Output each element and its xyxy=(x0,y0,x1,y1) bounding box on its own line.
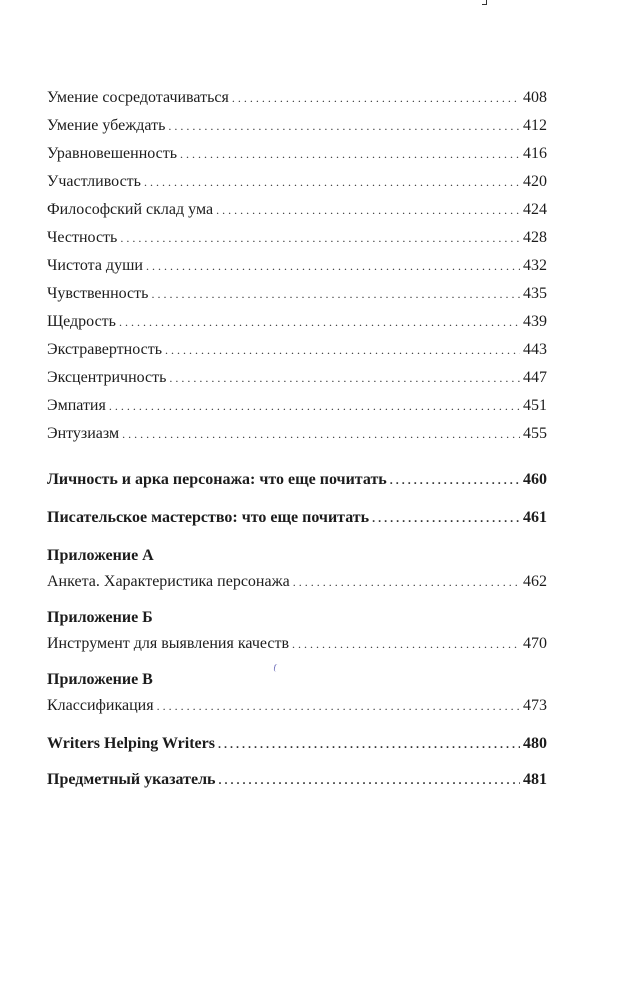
toc-entry xyxy=(47,420,547,448)
table-of-contents xyxy=(47,84,547,794)
toc-entry xyxy=(47,224,547,252)
dot-leader xyxy=(144,168,520,196)
dot-leader xyxy=(218,730,520,758)
toc-entry xyxy=(47,336,547,364)
toc-entry-label: Умение убеждать xyxy=(47,117,166,134)
dot-leader xyxy=(293,568,520,596)
dot-leader xyxy=(109,392,520,420)
toc-entry-label: Чистота души xyxy=(47,257,143,274)
toc-section-label: Личность и арка персонажа: что еще почитать xyxy=(47,471,387,488)
toc-appendix-a xyxy=(47,568,547,596)
toc-entry-page: 424 xyxy=(523,201,547,218)
toc-entry xyxy=(47,84,547,112)
toc-entry-label: Энтузиазм xyxy=(47,425,120,442)
dot-leader xyxy=(180,140,520,168)
toc-entry xyxy=(47,392,547,420)
dot-leader xyxy=(165,336,520,364)
dot-leader xyxy=(390,466,520,494)
dot-leader xyxy=(157,692,520,720)
dot-leader xyxy=(216,196,520,224)
toc-section-page: 470 xyxy=(523,635,547,652)
toc-entry-label: Экстравертность xyxy=(47,341,163,358)
toc-section-page: 460 xyxy=(523,471,547,488)
dot-leader xyxy=(146,252,520,280)
toc-entry xyxy=(47,280,547,308)
toc-appendix-b xyxy=(47,630,547,658)
toc-entry xyxy=(47,112,547,140)
dot-leader xyxy=(372,504,520,532)
dot-leader xyxy=(151,280,520,308)
toc-entry-label: Умение сосредотачиваться xyxy=(47,89,229,106)
toc-section-reading-arc xyxy=(47,466,547,494)
toc-section-label: Writers Helping Writers xyxy=(47,735,215,752)
dot-leader xyxy=(169,364,520,392)
dot-leader xyxy=(119,308,520,336)
toc-entry-label: Уравновешенность xyxy=(47,145,178,162)
appendix-c-heading: Приложение В xyxy=(47,671,153,688)
toc-entry-label: Философский склад ума xyxy=(47,201,214,218)
toc-entry-page: 451 xyxy=(523,397,547,414)
toc-section-page: 461 xyxy=(523,509,547,526)
toc-section-page: 473 xyxy=(523,697,547,714)
toc-appendix-c xyxy=(47,692,547,720)
toc-entry-label: Участливость xyxy=(47,173,141,190)
toc-entry-page: 412 xyxy=(523,117,547,134)
toc-entry-page: 435 xyxy=(523,285,547,302)
toc-section-label: Инструмент для выявления качеств xyxy=(47,635,290,652)
toc-entry-label: Честность xyxy=(47,229,118,246)
toc-entry-page: 408 xyxy=(523,89,547,106)
dot-leader xyxy=(168,112,520,140)
toc-entry-label: Эксцентричность xyxy=(47,369,167,386)
toc-section-label: Писательское мастерство: что еще почитать xyxy=(47,509,370,526)
dot-leader xyxy=(292,630,520,658)
toc-entry xyxy=(47,308,547,336)
dot-leader xyxy=(122,420,520,448)
toc-entry-page: 420 xyxy=(523,173,547,190)
toc-entry-page: 447 xyxy=(523,369,547,386)
dot-leader xyxy=(219,766,520,794)
toc-entry xyxy=(47,364,547,392)
toc-entry-page: 439 xyxy=(523,313,547,330)
dot-leader xyxy=(232,84,520,112)
toc-entry-label: Щедрость xyxy=(47,313,116,330)
toc-section-reading-craft xyxy=(47,504,547,532)
toc-entry-page: 432 xyxy=(523,257,547,274)
toc-section-index xyxy=(47,766,547,794)
toc-entry xyxy=(47,196,547,224)
toc-section-page: 480 xyxy=(523,735,547,752)
toc-section-label: Классификация xyxy=(47,697,154,714)
appendix-a-heading: Приложение А xyxy=(47,547,154,564)
page-corner-mark xyxy=(482,0,487,5)
toc-entry-label: Чувственность xyxy=(47,285,149,302)
toc-entry-page: 416 xyxy=(523,145,547,162)
toc-entry-page: 455 xyxy=(523,425,547,442)
dot-leader xyxy=(120,224,520,252)
toc-section-whw xyxy=(47,730,547,758)
toc-entry-page: 428 xyxy=(523,229,547,246)
appendix-b-heading: Приложение Б xyxy=(47,609,153,626)
toc-section-page: 481 xyxy=(523,771,547,788)
toc-entry-page: 443 xyxy=(523,341,547,358)
toc-section-label: Предметный указатель xyxy=(47,771,216,788)
toc-entry xyxy=(47,252,547,280)
toc-entry xyxy=(47,140,547,168)
toc-section-label: Анкета. Характеристика персонажа xyxy=(47,573,290,590)
toc-entry xyxy=(47,168,547,196)
toc-section-page: 462 xyxy=(523,573,547,590)
toc-entry-label: Эмпатия xyxy=(47,397,106,414)
